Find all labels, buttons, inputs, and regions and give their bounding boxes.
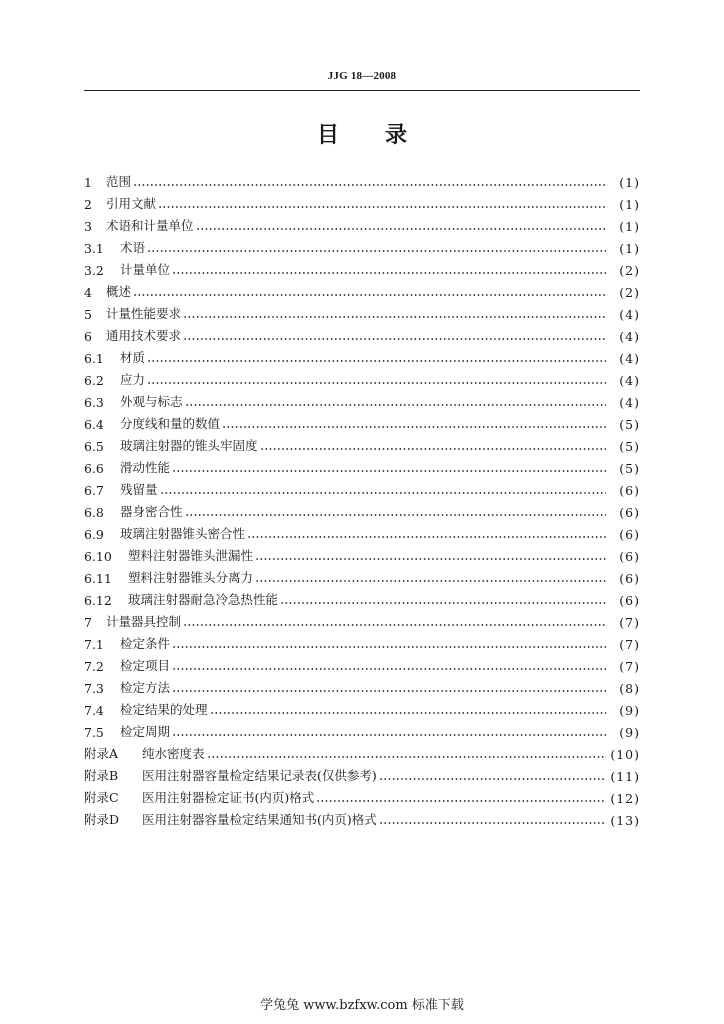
toc-entry-label: 检定条件: [120, 636, 171, 651]
toc-entry[interactable]: [84, 212, 640, 234]
toc-entry-label: 引用文献: [106, 196, 157, 211]
toc-entry[interactable]: [84, 410, 640, 432]
header-rule: [84, 90, 640, 91]
toc-entry-label: 塑料注射器锥头分离力: [128, 570, 254, 585]
toc-entry[interactable]: [84, 234, 640, 256]
toc-entry-number: 2: [84, 197, 92, 212]
toc-entry-label: 外观与标志: [120, 394, 183, 409]
dot-leader: [196, 226, 606, 230]
toc-entry-page: (6): [619, 549, 640, 564]
dot-leader: [147, 248, 606, 252]
toc-entry-number: 3: [84, 219, 92, 234]
toc-entry-number: 附录C: [84, 790, 119, 805]
toc-entry[interactable]: [84, 498, 640, 520]
toc-entry[interactable]: [84, 806, 640, 828]
toc-entry-page: (6): [619, 571, 640, 586]
toc-entry-page: (9): [619, 725, 640, 740]
toc-entry[interactable]: [84, 388, 640, 410]
toc-entry[interactable]: [84, 322, 640, 344]
dot-leader: [210, 710, 606, 714]
toc-entry-label: 塑料注射器锥头泄漏性: [128, 548, 254, 563]
toc-entry-label: 材质: [120, 350, 146, 365]
toc-entry[interactable]: [84, 432, 640, 454]
toc-entry-page: (6): [619, 593, 640, 608]
toc-entry-label: 分度线和量的数值: [120, 416, 221, 431]
toc-entry[interactable]: [84, 784, 640, 806]
toc-entry-label: 玻璃注射器耐急冷急热性能: [128, 592, 279, 607]
toc-entry-label: 检定结果的处理: [120, 702, 208, 717]
toc-entry-label: 范围: [106, 174, 132, 189]
toc-entry[interactable]: [84, 366, 640, 388]
toc-entry-number: 6.3: [84, 395, 104, 410]
dot-leader: [255, 578, 606, 582]
toc-entry-number: 附录B: [84, 768, 119, 783]
toc-entry[interactable]: [84, 762, 640, 784]
toc-entry-label: 医用注射器容量检定结果记录表(仅供参考): [142, 768, 377, 783]
toc-entry-label: 纯水密度表: [142, 746, 205, 761]
toc-entry-page: (1): [619, 175, 640, 190]
toc-entry-label: 术语: [120, 240, 146, 255]
toc-entry-label: 检定周期: [120, 724, 171, 739]
toc-entry-label: 术语和计量单位: [106, 218, 194, 233]
toc-entry-page: (10): [610, 747, 640, 762]
toc-entry-number: 6.11: [84, 571, 112, 586]
toc-entry[interactable]: [84, 564, 640, 586]
toc-entry[interactable]: [84, 344, 640, 366]
dot-leader: [172, 732, 606, 736]
toc-entry[interactable]: [84, 520, 640, 542]
toc-entry-page: (4): [619, 395, 640, 410]
toc-entry-number: 4: [84, 285, 92, 300]
toc-entry-page: (5): [619, 417, 640, 432]
toc-entry-number: 6.2: [84, 373, 104, 388]
toc-entry-label: 检定项目: [120, 658, 171, 673]
toc-entry-page: (2): [619, 285, 640, 300]
toc-entry-number: 7.5: [84, 725, 104, 740]
toc-entry-number: 6.10: [84, 549, 112, 564]
toc-entry-label: 医用注射器检定证书(内页)格式: [142, 790, 315, 805]
table-of-contents: [84, 168, 640, 828]
toc-entry-page: (6): [619, 527, 640, 542]
standard-code-header: JJG 18—2008: [327, 70, 397, 82]
dot-leader: [379, 776, 606, 780]
toc-entry-number: 6.4: [84, 417, 104, 432]
toc-entry-number: 附录D: [84, 812, 120, 827]
dot-leader: [255, 556, 606, 560]
toc-entry[interactable]: [84, 278, 640, 300]
toc-entry[interactable]: [84, 652, 640, 674]
toc-entry-page: (1): [619, 197, 640, 212]
toc-entry-number: 6.1: [84, 351, 104, 366]
toc-entry[interactable]: [84, 696, 640, 718]
toc-entry[interactable]: [84, 674, 640, 696]
dot-leader: [207, 754, 606, 758]
page-title: 目录: [316, 123, 453, 148]
dot-leader: [183, 314, 606, 318]
toc-entry-number: 6.6: [84, 461, 104, 476]
dot-leader: [183, 336, 606, 340]
dot-leader: [172, 644, 606, 648]
toc-entry-label: 计量单位: [120, 262, 171, 277]
toc-entry-number: 7.1: [84, 637, 104, 652]
dot-leader: [160, 490, 606, 494]
toc-entry[interactable]: [84, 256, 640, 278]
toc-entry[interactable]: [84, 168, 640, 190]
toc-entry-number: 3.1: [84, 241, 104, 256]
dot-leader: [185, 402, 606, 406]
footer-watermark: 学兔兔 www.bzfxw.com 标准下载: [260, 998, 464, 1013]
dot-leader: [133, 182, 606, 186]
toc-entry-page: (4): [619, 373, 640, 388]
toc-entry-number: 6: [84, 329, 92, 344]
toc-entry-page: (4): [619, 351, 640, 366]
dot-leader: [172, 666, 606, 670]
toc-entry-page: (9): [619, 703, 640, 718]
toc-entry-number: 附录A: [84, 746, 119, 761]
toc-entry-page: (7): [619, 615, 640, 630]
toc-entry[interactable]: [84, 718, 640, 740]
toc-entry-number: 7.3: [84, 681, 104, 696]
toc-entry[interactable]: [84, 300, 640, 322]
toc-entry[interactable]: [84, 542, 640, 564]
toc-entry-page: (7): [619, 659, 640, 674]
toc-entry-label: 玻璃注射器的锥头牢固度: [120, 438, 258, 453]
toc-entry-label: 计量器具控制: [106, 614, 182, 629]
dot-leader: [172, 270, 606, 274]
toc-entry-number: 6.12: [84, 593, 112, 608]
dot-leader: [185, 512, 606, 516]
toc-entry-number: 7.2: [84, 659, 104, 674]
toc-entry-number: 6.7: [84, 483, 104, 498]
toc-entry-number: 1: [84, 175, 92, 190]
toc-entry-page: (4): [619, 307, 640, 322]
toc-entry-page: (5): [619, 461, 640, 476]
toc-entry-label: 检定方法: [120, 680, 171, 695]
toc-entry[interactable]: [84, 608, 640, 630]
dot-leader: [133, 292, 606, 296]
toc-entry-number: 7.4: [84, 703, 104, 718]
toc-entry-page: (6): [619, 483, 640, 498]
dot-leader: [172, 688, 606, 692]
toc-entry-page: (8): [619, 681, 640, 696]
dot-leader: [379, 820, 606, 824]
toc-entry[interactable]: [84, 586, 640, 608]
toc-entry[interactable]: [84, 740, 640, 762]
toc-entry-page: (11): [610, 769, 640, 784]
dot-leader: [316, 798, 606, 802]
toc-entry-page: (12): [610, 791, 640, 806]
dot-leader: [260, 446, 606, 450]
toc-entry[interactable]: [84, 454, 640, 476]
dot-leader: [172, 468, 606, 472]
dot-leader: [222, 424, 606, 428]
toc-entry-number: 3.2: [84, 263, 104, 278]
toc-entry-label: 概述: [106, 284, 132, 299]
toc-entry-label: 残留量: [120, 482, 158, 497]
toc-entry-label: 器身密合性: [120, 504, 183, 519]
toc-entry-label: 计量性能要求: [106, 306, 182, 321]
toc-entry[interactable]: [84, 476, 640, 498]
toc-entry-label: 滑动性能: [120, 460, 171, 475]
toc-entry-label: 通用技术要求: [106, 328, 182, 343]
dot-leader: [147, 358, 606, 362]
toc-entry-page: (1): [619, 241, 640, 256]
toc-entry-page: (2): [619, 263, 640, 278]
toc-entry-label: 玻璃注射器锥头密合性: [120, 526, 246, 541]
toc-entry-page: (7): [619, 637, 640, 652]
toc-entry-page: (5): [619, 439, 640, 454]
dot-leader: [147, 380, 606, 384]
toc-entry-page: (13): [610, 813, 640, 828]
toc-entry-number: 6.8: [84, 505, 104, 520]
toc-entry-page: (6): [619, 505, 640, 520]
toc-entry[interactable]: [84, 190, 640, 212]
toc-entry[interactable]: [84, 630, 640, 652]
toc-entry-label: 医用注射器容量检定结果通知书(内页)格式: [142, 812, 377, 827]
toc-entry-number: 6.5: [84, 439, 104, 454]
toc-entry-label: 应力: [120, 372, 146, 387]
toc-entry-number: 5: [84, 307, 92, 322]
toc-entry-number: 6.9: [84, 527, 104, 542]
dot-leader: [183, 622, 606, 626]
dot-leader: [247, 534, 606, 538]
toc-entry-number: 7: [84, 615, 92, 630]
dot-leader: [158, 204, 606, 208]
toc-entry-page: (1): [619, 219, 640, 234]
dot-leader: [280, 600, 606, 604]
toc-entry-page: (4): [619, 329, 640, 344]
